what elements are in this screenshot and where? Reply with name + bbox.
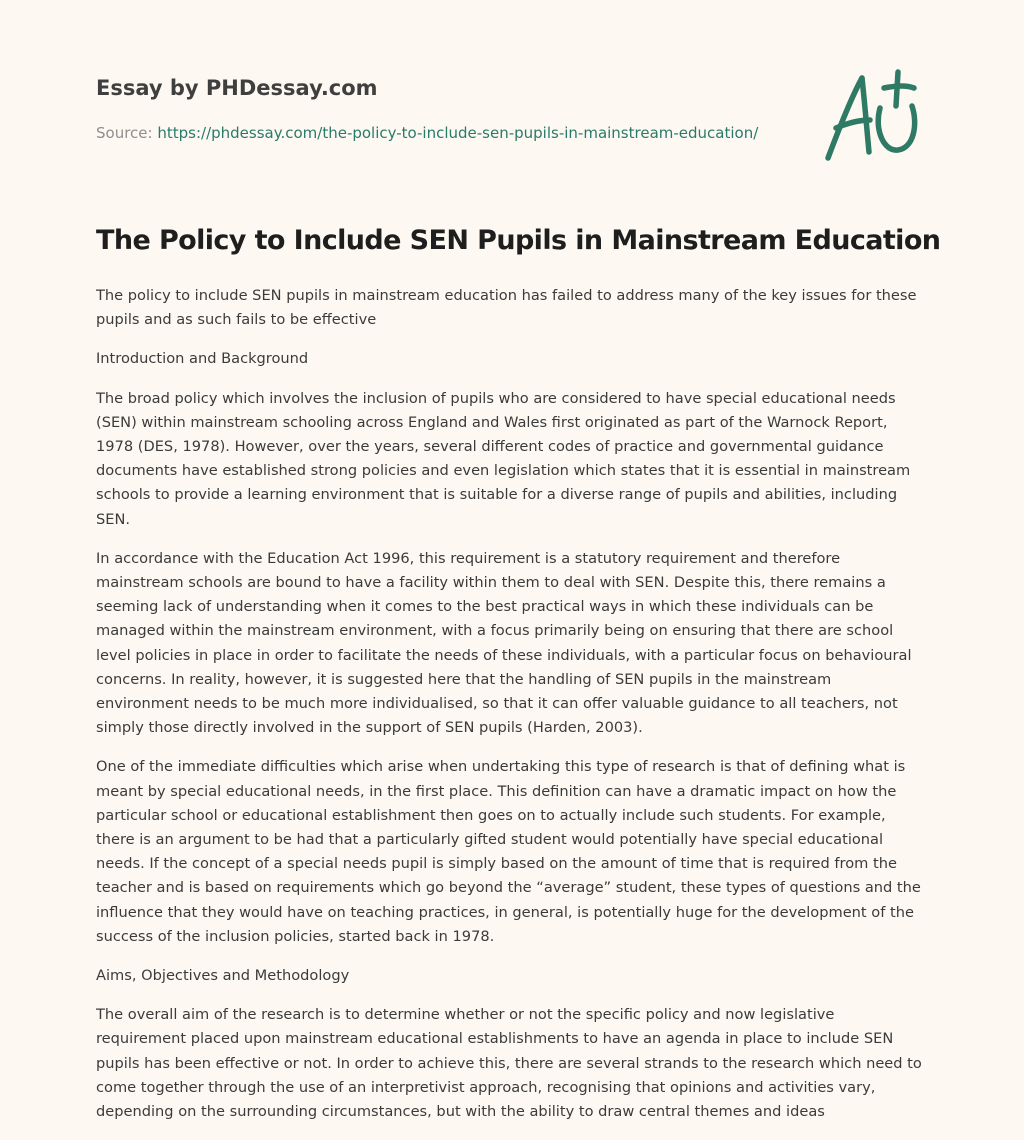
site-brand: Essay by PHDessay.com xyxy=(96,76,378,100)
paragraph: The broad policy which involves the inclusion of pupils who are considered to have special educational needs (SEN) within mainstream schooling across England and Wales first originated as part of the Warnock Report, 1978 (DES, 1978). However, over the years, several different codes of practice and governmental guidance documents have established strong policies and even legislation which states that it is essential in mainstream schools to provide a learning environment that is suitable for a diverse range of pupils and abilities, including SEN. xyxy=(96,389,911,528)
source-label: Source: xyxy=(96,124,153,142)
paragraph: In accordance with the Education Act 1996, this requirement is a statutory requirement and therefore mainstream schools are bound to have a facility within them to deal with SEN. Despite this, there remains a seeming lack of understanding when it comes to the best practical ways in which these individuals can be managed within the mainstream environment, with a focus primarily being on ensuring that there are school level policies in place in order to facilitate the needs of these individuals, with a particular focus on behavioural concerns. In reality, however, it is suggested here that the handling of SEN pupils in the mainstream environment needs to be much more individualised, so that it can offer valuable guidance to all teachers, not simply those directly involved in the support of SEN pupils (Harden, 2003). xyxy=(96,549,912,737)
article-body xyxy=(96,284,928,1139)
paragraph: The overall aim of the research is to determine whether or not the specific policy and now legislative requirement placed upon mainstream educational establishments to have an agenda in place to include SEN pupils has been effective or not. In order to achieve this, there are several strands to the research which need to come together through the use of an interpretivist approach, recognising that opinions and activities vary, depending on the surrounding circumstances, but with the ability to draw central themes and ideas xyxy=(96,1006,922,1121)
section-heading-aims: Aims, Objectives and Methodology xyxy=(96,967,350,985)
page-title: The Policy to Include SEN Pupils in Mainstream Education xyxy=(96,225,941,256)
section-heading-introduction: Introduction and Background xyxy=(96,350,309,368)
source-link[interactable]: https://phdessay.com/the-policy-to-include-sen-pupils-in-mainstream-education/ xyxy=(157,124,759,142)
paragraph-lead: The policy to include SEN pupils in mainstream education has failed to address many of the key issues for these pupils and as such fails to be effective xyxy=(96,287,917,329)
paragraph: One of the immediate difficulties which arise when undertaking this type of research is that of defining what is meant by special educational needs, in the first place. This definition can have a dramatic impact on how the particular school or educational establishment then goes on to actually include such students. For example, there is an argument to be had that a particularly gifted student would potentially have special educational needs. If the concept of a special needs pupil is simply based on the amount of time that is required from the teacher and is based on requirements which go beyond the “average” student, these types of questions and the influence that they would have on teaching practices, in general, is potentially huge for the development of the success of the inclusion policies, started back in 1978. xyxy=(96,758,921,945)
a-plus-logo-icon xyxy=(818,66,930,170)
source-line xyxy=(96,124,758,142)
